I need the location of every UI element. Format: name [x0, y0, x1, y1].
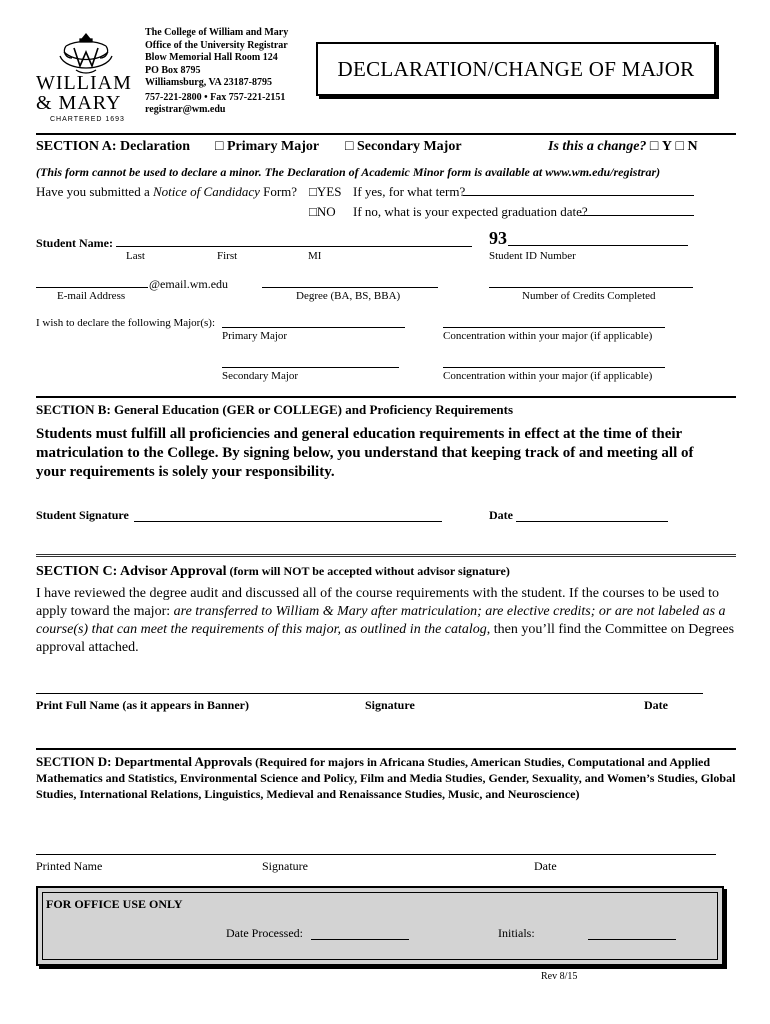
secondary-major-option: Secondary Major: [356, 139, 462, 154]
initials-field[interactable]: [588, 926, 676, 940]
student-id-prefix: 93: [489, 228, 507, 248]
section-c-heading: [36, 562, 510, 580]
secondary-major-checkbox[interactable]: □ Secondary Major: [345, 139, 462, 154]
first-name-label: First: [217, 250, 238, 262]
secondary-major-field[interactable]: [222, 355, 399, 368]
crest-icon: [36, 28, 136, 78]
degree-label: Degree (BA, BS, BBA): [296, 290, 401, 302]
logo: [36, 28, 136, 128]
notice-yes-checkbox[interactable]: □YES: [309, 184, 342, 199]
primary-major-checkbox[interactable]: □ Primary Major: [215, 139, 320, 154]
advisor-statement: [36, 585, 736, 657]
section-b-statement: Students must fulfill all proficiencies and general education requirements in effect at the time of their matriculation to the College. By signing below, you understand that keeping track of and meeting all of your requirements is solely your responsibility.: [36, 426, 694, 480]
degree-field[interactable]: [262, 275, 438, 288]
change-no-label: N: [687, 139, 698, 154]
student-signature-field[interactable]: [134, 508, 442, 522]
address-line: Williamsburg, VA 23187-8795: [145, 77, 272, 88]
logo-line-1: WILLIAM: [36, 72, 132, 94]
section-b-divider: [36, 396, 736, 398]
mi-label: MI: [308, 250, 322, 262]
logo-chartered: CHARTERED 1693: [50, 116, 125, 123]
section-d-divider: [36, 748, 736, 750]
office-use-box: [36, 886, 724, 966]
notice-no-label: NO: [316, 204, 336, 219]
secondary-concentration-field[interactable]: [443, 355, 665, 368]
form-title-text: DECLARATION/CHANGE OF MAJOR: [337, 56, 695, 81]
declare-majors-label: I wish to declare the following Major(s):: [36, 317, 216, 329]
address-line: Office of the University Registrar: [145, 39, 288, 51]
dept-signature-label: Signature: [262, 859, 308, 873]
change-yes-checkbox[interactable]: □ Y: [649, 139, 673, 154]
email-field[interactable]: [36, 275, 148, 288]
graduation-date-label: If no, what is your expected graduation date?: [353, 204, 588, 219]
section-b-heading: SECTION B: General Education (GER or COLLEGE) and Proficiency Requirements: [36, 402, 514, 417]
advisor-date-label: Date: [644, 698, 668, 712]
secondary-major-label: Secondary Major: [222, 370, 299, 382]
student-signature-label: Student Signature: [36, 508, 129, 522]
email-suffix: @email.wm.edu: [149, 277, 229, 291]
advisor-line-field[interactable]: [36, 693, 703, 694]
section-a-heading: SECTION A: Declaration: [36, 139, 190, 154]
advisor-statement-italic: are transferred to William & Mary after matriculation; are elective credits; or are not labeled as a course(s) that can meet the requirements of this major, as outlined in the catalog: [36, 604, 726, 637]
notice-yes-label: YES: [316, 184, 342, 199]
address-line: registrar@wm.edu: [145, 104, 226, 115]
yes-term-label: If yes, for what term?: [353, 184, 466, 199]
address-line: 757-221-2800 • Fax 757-221-2151: [145, 91, 286, 103]
last-name-label: Last: [126, 250, 145, 262]
section-d-heading-note: (Required for majors in Africana Studies, American Studies, Computational and Applied Mathematics and Statistics, Environmental Science and Policy, Film and Media Studies, Gender, Sexuality, and Women’s Studies, Global Studies, International Relations, Linguistics, Medieval and Renaissance Studies, Music, and Neuroscience): [36, 755, 736, 801]
form-title: [316, 42, 716, 96]
notice-question-pre: Have you submitted a: [36, 184, 153, 199]
primary-major-label: Primary Major: [222, 330, 288, 342]
primary-major-option: Primary Major: [226, 139, 320, 154]
student-id-label: Student ID Number: [489, 250, 576, 262]
minor-note: (This form cannot be used to declare a minor. The Declaration of Academic Minor form is available at www.wm.edu/registrar): [36, 165, 661, 179]
student-date-label: Date: [489, 508, 513, 522]
section-d-heading: [36, 754, 736, 802]
address-line: PO Box 8795: [145, 64, 201, 76]
student-name-field[interactable]: [116, 234, 472, 247]
dept-date-label: Date: [534, 859, 557, 873]
primary-concentration-field[interactable]: [443, 315, 665, 328]
email-label: E-mail Address: [57, 290, 126, 302]
initials-label: Initials:: [498, 926, 535, 940]
yes-term-field[interactable]: [463, 182, 694, 196]
office-heading: FOR OFFICE USE ONLY: [46, 897, 183, 911]
primary-concentration-label: Concentration within your major (if applicable): [443, 330, 653, 342]
dept-printed-name-label: Printed Name: [36, 859, 103, 873]
student-name-label-text: Student Name: [36, 236, 110, 250]
header-divider: [36, 133, 736, 135]
notice-question: [36, 184, 297, 200]
notice-question-post: Form?: [259, 184, 298, 199]
notice-question-italic: Notice of Candidacy: [152, 184, 260, 199]
address-line: Blow Memorial Hall Room 124: [145, 52, 278, 63]
date-processed-field[interactable]: [311, 926, 409, 940]
credits-label: Number of Credits Completed: [522, 290, 656, 302]
change-yes-label: Y: [661, 139, 673, 154]
section-c-divider: [36, 554, 736, 557]
dept-line-field[interactable]: [36, 854, 716, 855]
address-line: The College of William and Mary: [145, 27, 289, 38]
student-id-field[interactable]: [508, 232, 688, 246]
advisor-print-name-label: Print Full Name (as it appears in Banner): [36, 698, 249, 712]
section-c-heading-text: SECTION C: Advisor Approval: [36, 564, 227, 579]
primary-major-field[interactable]: [222, 315, 405, 328]
advisor-statement-2: , then you’ll find the Committee on Degrees approval attached.: [36, 622, 735, 655]
registrar-address: [145, 27, 288, 117]
change-question-label: Is this a change?: [548, 139, 647, 154]
date-processed-label: Date Processed:: [226, 926, 303, 940]
student-date-field[interactable]: [516, 508, 668, 522]
change-question: [548, 139, 698, 155]
student-name-label: Student Name:: [36, 236, 114, 250]
logo-line-2: & MARY: [36, 92, 122, 114]
advisor-statement-1: I have reviewed the degree audit and discussed all of the course requirements with the student. If the courses to be used to apply toward the major:: [36, 586, 720, 619]
change-no-checkbox[interactable]: □ N: [675, 139, 698, 154]
section-d-heading-text: SECTION D: Departmental Approvals: [36, 754, 253, 769]
graduation-date-field[interactable]: [580, 202, 694, 216]
section-c-heading-note: (form will NOT be accepted without advisor signature): [226, 564, 510, 578]
notice-no-checkbox[interactable]: □NO: [309, 204, 336, 219]
credits-field[interactable]: [489, 275, 693, 288]
advisor-signature-label: Signature: [365, 698, 415, 712]
revision-label: Rev 8/15: [541, 971, 578, 982]
secondary-concentration-label: Concentration within your major (if applicable): [443, 370, 653, 382]
